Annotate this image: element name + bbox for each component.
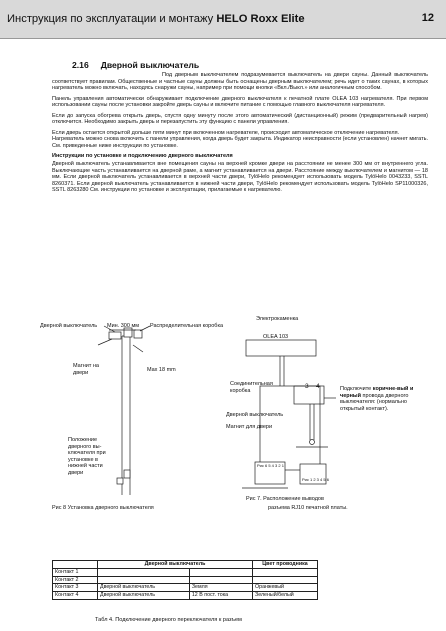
table-row xyxy=(53,592,318,600)
table-cell: Дверной выключатель xyxy=(98,592,190,600)
table-header-row xyxy=(53,561,318,569)
fig7-board-label: OLEA 103 xyxy=(263,334,289,340)
fig7-door-magnet-label: Магнит для двери xyxy=(226,424,273,430)
fig8-caption: Рис 8 Установка дверного выключателя xyxy=(52,505,154,511)
paragraph: Панель управления автоматически обнаруживает подключение дверного выключателя к печатной плате OLEA 103 нагревателя. При первом использовании сауны после установки закройте дверь сауны и включите питание с помощью главного выключателя нагревателя. xyxy=(52,95,428,109)
fig7-connect-note-bold: коричне-вый и черный xyxy=(340,386,414,399)
paragraph: Нагреватель можно снова включить с панели управления, когда дверь будет закрыта. Индикатор неисправности (если установлен) начнет мигать. См. приведенные ниже инструкции по установке. xyxy=(52,136,428,149)
table-row xyxy=(53,584,318,592)
fig7-caption-1: Рис 7. Расположение выводов xyxy=(246,496,324,502)
fig8-magnet-label: Магнит на двери xyxy=(73,363,99,376)
table-cell: Земля xyxy=(189,584,252,592)
page-number: 12 xyxy=(421,12,434,24)
fig7-connect-note-end: провода дверного выключателя: (нормально открытый контакт). xyxy=(340,392,409,412)
table-cell: Контакт 1 xyxy=(53,568,98,576)
table-cell: Зеленый/белый xyxy=(253,592,318,600)
table-row xyxy=(53,568,318,576)
table-header-cell xyxy=(53,561,98,569)
fig7-junction-box-label: Соединительная коробка xyxy=(230,381,273,394)
table-cell xyxy=(253,568,318,576)
fig7-electrobox-label: Электрокаменка xyxy=(256,316,299,322)
table-cell xyxy=(98,576,190,584)
fig7-door-switch-label: Дверной выключатель xyxy=(226,412,284,418)
install-heading: Инструкции по установке и подключению дверного выключателя xyxy=(52,153,233,160)
fig8-max-label: Max 18 mm xyxy=(147,367,176,373)
section-name: Дверной выключатель xyxy=(100,60,200,70)
table-cell: Оранжевый xyxy=(253,584,318,592)
table-cell: Контакт 2 xyxy=(53,576,98,584)
fig7-pins-bottom: Рис 1 2 3 4 5 6 xyxy=(302,477,329,482)
table-4 xyxy=(52,560,318,600)
header-title-plain: Инструкция по эксплуатации и монтажу xyxy=(7,13,214,25)
table-row xyxy=(53,576,318,584)
table-cell xyxy=(98,568,190,576)
table-cell xyxy=(189,568,252,576)
section-number: 2.16 xyxy=(72,60,89,70)
install-text: Дверной выключатель устанавливается вне помещения сауны на верхней кромке двери на расстоянии не менее 300 мм от внутреннего угла. Выключающие часть устанавливается на дверной раме, а магнит устанавливается на двери. Расстояние между выключателем и магнитом — 18 мм. Если дверной выключатель устанавливается в верхней части двери, TylöHelo рекомендует использовать модель TylöHelo 0043233, SSTL 8260371. Если дверной выключатель устанавливается в нижней части двери, TylöHelo рекомендует использовать модель TylöHelo SP11000326, SSTL 8263280 См. инструкции по установке и эксплуатации, прилагаемые к нагревателю. xyxy=(52,161,428,194)
table-cell: Контакт 4 xyxy=(53,592,98,600)
paragraph: Если до запуска обогрева открыть дверь, спустя одну минуту после этого автоматический (дистанционный) режим (предварительный нагрев) отключится. Необходимо закрыть дверь и перезапустить эту функцию с панели управления. xyxy=(52,112,428,126)
fig7-pins-top: Рис 6 5 4 3 2 1 xyxy=(257,463,284,468)
paragraph: Если дверь остается открытой дольше пяти минут при включенном нагревателе, происходит автоматическое отключение нагревателя. xyxy=(52,129,400,136)
paragraph: Под дверным выключателем подразумевается выключатель на двери сауны. Данный выключатель соответствует правилам. Общественные и частные сауны должны быть оснащены дверным выключателем; речь идет о таких саунах, в которых нагреватель можно включать, находясь снаружи сауны, например при помощи кнопки «Вкл./Выкл.» или аналогичным способом. xyxy=(52,72,428,92)
fig8-door-switch-label: Дверной выключатель xyxy=(40,323,98,329)
fig7-caption-2: разъема RJ10 печатной платы. xyxy=(268,505,348,511)
fig8-lower-position-label: Положение дверного вы-ключателя при установке в нижней части двери xyxy=(68,437,106,476)
table-header-cell: Цвет проводника xyxy=(253,561,318,569)
table-cell: Контакт 3 xyxy=(53,584,98,592)
fig7-terminal-3: 3 xyxy=(305,383,309,390)
fig8-distribution-box-label: Распределительная коробка xyxy=(150,323,224,329)
fig7-terminal-4: 4 xyxy=(316,383,320,390)
table-cell: 12 В пост. тока xyxy=(189,592,252,600)
table-4-caption: Табл 4. Подключение дверного переключателя к разъем xyxy=(95,617,242,623)
table-cell: Дверной выключатель xyxy=(98,584,190,592)
table-header-cell: Дверной выключатель xyxy=(98,561,253,569)
table-cell xyxy=(189,576,252,584)
fig7-connect-note xyxy=(340,386,430,412)
header-title-bold: HELO Roxx Elite xyxy=(216,13,305,25)
fig8-min-distance-label: Мин. 300 мм xyxy=(107,323,140,329)
fig7-connect-note-start: Подключите xyxy=(340,386,372,392)
table-cell xyxy=(253,576,318,584)
